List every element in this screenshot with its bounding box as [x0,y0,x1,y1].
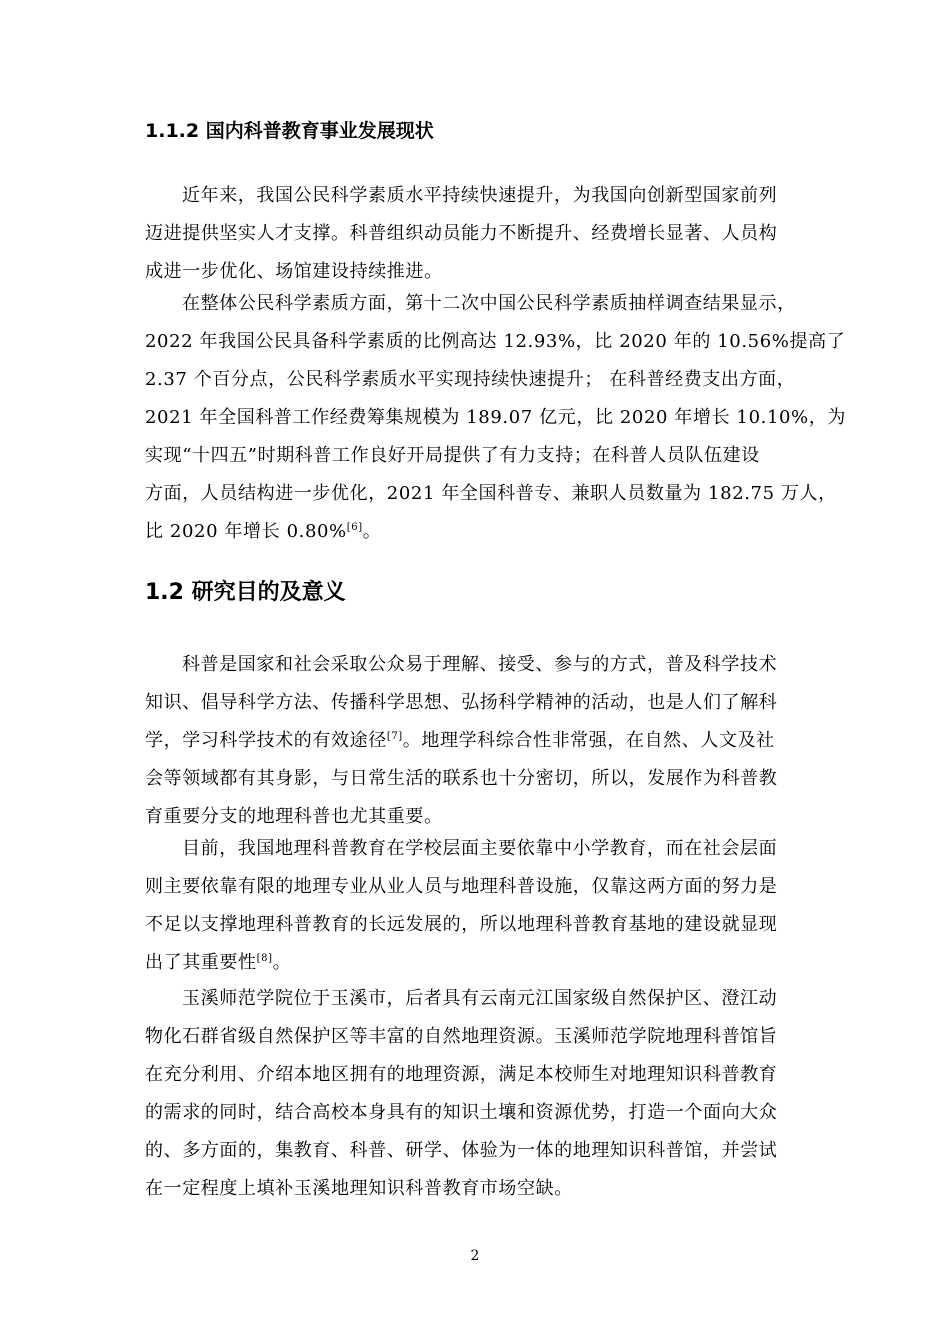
section-heading-1-2: 1.2 研究目的及意义 [145,580,346,605]
text-run: 学，学习科学技术的有效途径 [145,730,387,751]
text-line: 成进一步优化、场馆建设持续推进。 [145,261,443,282]
text-line: 在充分利用、介绍本地区拥有的地理资源，满足本校师生对地理知识科普教育 [145,1064,778,1085]
text-line: 方面，人员结构进一步优化，2021 年全国科普专、兼职人员数量为 182.75 万人， [145,483,837,504]
text-run: 。 [272,952,292,973]
paragraph [145,285,846,551]
text-line: 2022 年我国公民具备科学素质的比例高达 12.93%，比 2020 年的 10.56%提高了 [145,331,846,352]
text-line: 目前，我国地理科普教育在学校层面主要依靠中小学教育，而在社会层面 [182,838,778,859]
paragraph [145,830,815,982]
text-line: 迈进提供坚实人才支撑。科普组织动员能力不断提升、经费增长显著、人员构 [145,223,778,244]
citation-ref: [6] [346,522,363,533]
text-line: 实现“十四五”时期科普工作良好开局提供了有力支持；在科普人员队伍建设 [145,445,760,466]
section-heading-1-1-2: 1.1.2 国内科普教育事业发展现状 [145,120,434,142]
text-line: 玉溪师范学院位于玉溪市，后者具有云南元江国家级自然保护区、澄江动 [182,988,778,1009]
text-line: 育重要分支的地理科普也尤其重要。 [145,806,443,827]
text-line: 会等领域都有其身影，与日常生活的联系也十分密切，所以，发展作为科普教 [145,768,778,789]
text-line: 的、多方面的，集教育、科普、研学、体验为一体的地理知识科普馆，并尝试 [145,1140,778,1161]
text-line [145,513,815,551]
text-run: 。 [362,521,382,542]
text-line: 则主要依靠有限的地理专业从业人员与地理科普设施，仅靠这两方面的努力是 [145,876,778,897]
text-line: 2021 年全国科普工作经费筹集规模为 189.07 亿元，比 2020 年增长 10.10%，为 [145,407,846,428]
text-line: 物化石群省级自然保护区等丰富的自然地理资源。玉溪师范学院地理科普馆旨 [145,1026,778,1047]
text-line: 在整体公民科学素质方面，第十二次中国公民科学素质抽样调查结果显示， [182,293,796,314]
text-line: 不足以支撑地理科普教育的长远发展的，所以地理科普教育基地的建设就显现 [145,914,778,935]
text-line: 的需求的同时，结合高校本身具有的知识土壤和资源优势，打造一个面向大众 [145,1102,778,1123]
text-line: 科普是国家和社会采取公众易于理解、接受、参与的方式，普及科学技术 [182,654,778,675]
text-line [145,944,815,982]
page-number: 2 [470,1248,480,1264]
citation-ref: [8] [256,953,273,964]
text-run: 比 2020 年增长 0.80% [145,521,347,542]
paragraph [145,646,815,836]
citation-ref: [7] [386,731,403,742]
text-run: 出了其重要性 [145,952,257,973]
text-line: 近年来，我国公民科学素质水平持续快速提升，为我国向创新型国家前列 [182,185,778,206]
text-run: 。地理学科综合性非常强，在自然、人文及社 [402,730,775,751]
text-line: 2.37 个百分点，公民科学素质水平实现持续快速提升； 在科普经费支出方面， [145,369,796,390]
text-line [145,722,815,760]
text-line: 知识、倡导科学方法、传播科学思想、弘扬科学精神的活动，也是人们了解科 [145,692,778,713]
text-line: 在一定程度上填补玉溪地理知识科普教育市场空缺。 [145,1178,573,1199]
paragraph [145,177,815,291]
paragraph [145,980,815,1208]
